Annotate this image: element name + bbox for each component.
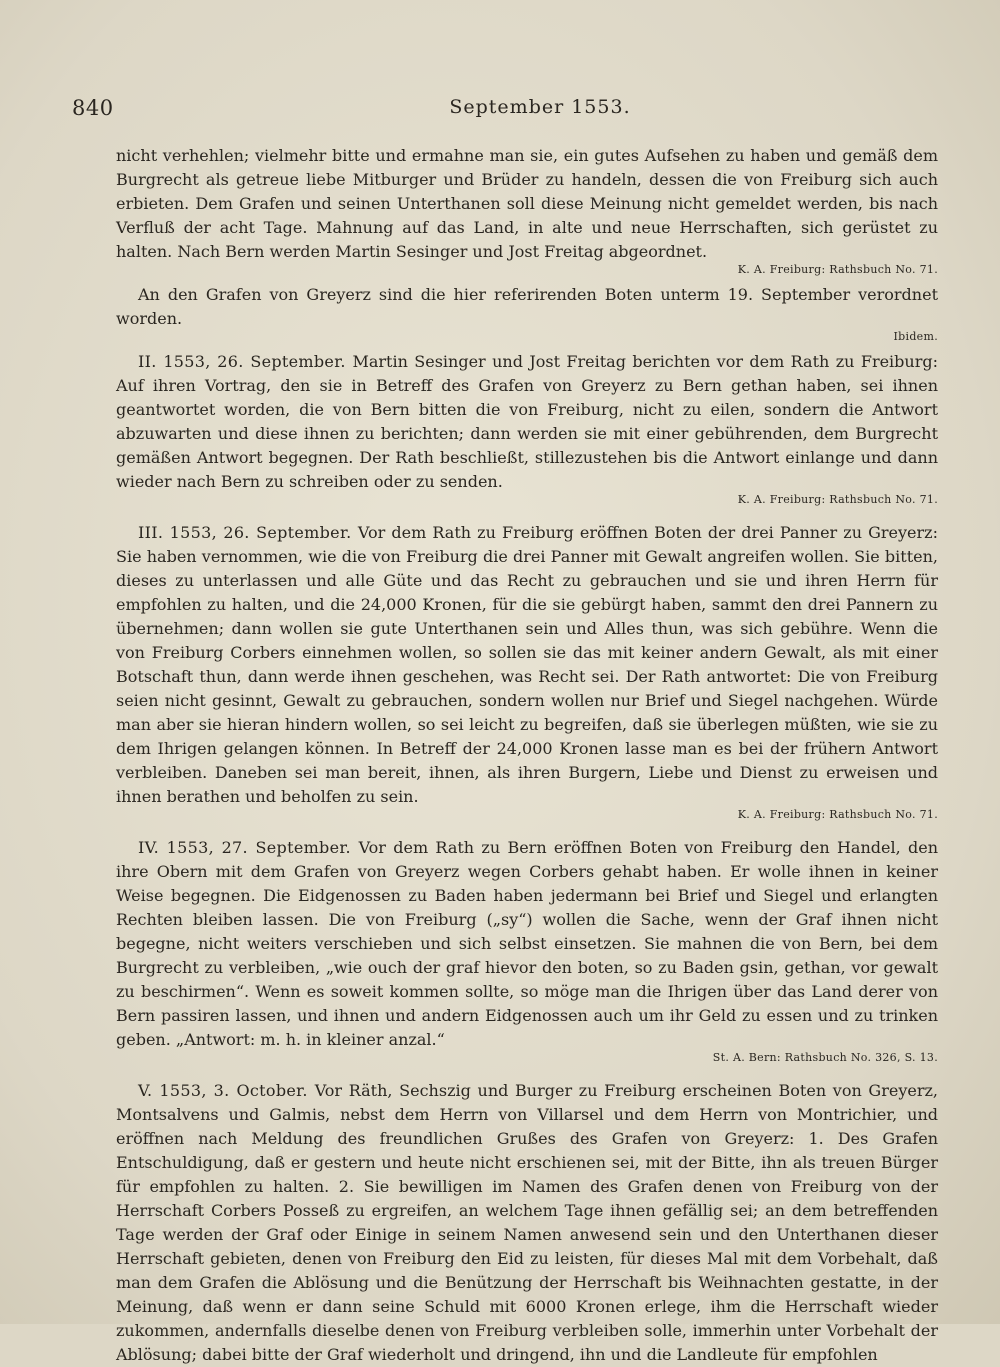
- source-citation: K. A. Freiburg: Rathsbuch No. 71.: [737, 263, 938, 276]
- entry-heading: V. 1553, 3. October.: [138, 1081, 315, 1100]
- paragraph-continuation: [116, 144, 938, 264]
- entry-iii: [116, 521, 938, 809]
- entry-iv: [116, 836, 938, 1052]
- entry-heading: III. 1553, 26. September.: [138, 523, 358, 542]
- source-citation: Ibidem.: [893, 330, 938, 343]
- page-number: 840: [72, 96, 114, 120]
- source-citation: K. A. Freiburg: Rathsbuch No. 71.: [737, 808, 938, 821]
- source-citation: St. A. Bern: Rathsbuch No. 326, S. 13.: [712, 1051, 938, 1064]
- entry-text: Vor Räth, Sechszig und Burger zu Freiburg erscheinen Boten von Greyerz, Montsalvens und Galmis, nebst dem Herrn von Villarsel und dem Herrn von Montrichier, und eröffnen nach Meldung des freundlichen Grußes des Grafen von Greyerz: 1. Des Grafen Entschuldigung, daß er gestern und heute nicht erschienen sei, mit der Bitte, ihn als treuen Bürger für empfohlen zu halten. 2. Sie bewilligen im Namen des Grafen denen von Freiburg von der Herrschaft Corbers Posseß zu ergreifen, an welchem Tage ihnen gefällig sei; an dem betreffenden Tage werden der Graf oder Einige in seinem Namen anwesend sein und den Unterthanen dieser Herrschaft gebieten, denen von Freiburg den Eid zu leisten, für dieses Mal mit dem Vorbehalt, daß man dem Grafen die Ablösung und die Benützung der Herrschaft bis Weihnachten gestatte, in der Meinung, daß wenn er dann seine Schuld mit 6000 Kronen erlege, ihm die Herrschaft wieder zukommen, andernfalls dieselbe denen von Freiburg verbleiben solle, immerhin unter Vorbehalt der Ablösung; dabei bitte der Graf wiederholt und dringend, ihn und die Landleute für empfohlen: [116, 1081, 938, 1364]
- entry-heading: IV. 1553, 27. September.: [138, 838, 359, 857]
- paragraph-note: [116, 283, 938, 331]
- page-header: [72, 96, 932, 130]
- running-title: September 1553.: [449, 96, 631, 118]
- entry-text: Martin Sesinger und Jost Freitag berichten vor dem Rath zu Freiburg: Auf ihren Vortrag, den sie in Betreff des Grafen von Greyerz zu Bern gethan haben, sei ihnen geantwortet worden, die von Bern bitten die von Freiburg, nicht zu eilen, sondern die Antwort abzuwarten und diese ihnen zu berichten; dann werden sie mit einer gebührenden, dem Burgrecht gemäßen Antwort begegnen. Der Rath beschließt, stillezustehen bis die Antwort einlange und dann wieder nach Bern zu schreiben oder zu senden.: [116, 352, 939, 491]
- entry-text: Vor dem Rath zu Freiburg eröffnen Boten der drei Panner zu Greyerz: Sie haben vernommen, wie die von Freiburg die drei Panner mit Gewalt angreifen wollen. Sie bitten, dieses zu unterlassen und alle Güte und das Recht zu gebrauchen und sie und ihren Herrn für empfohlen zu halten, und die 24,000 Kronen, für die sie gebürgt haben, sammt den drei Pannern zu übernehmen; dann wollen sie gute Unterthanen sein und Alles thun, was sich gebühre. Wenn die von Freiburg Corbers einnehmen wollen, so sollen sie das mit keiner andern Gewalt, als mit einer Botschaft thun, dann werde ihnen geschehen, was Recht sei. Der Rath antwortet: Die von Freiburg seien nicht gesinnt, Gewalt zu gebrauchen, sondern wollen nur Brief und Siegel nachgehen. Würde man aber sie hieran hindern wollen, so sei leicht zu begreifen, daß sie überlegen müßten, wie sie zu dem Ihrigen gelangen können. In Betreff der 24,000 Kronen lasse man es bei der frühern Antwort verbleiben. Daneben sei man bereit, ihnen, als ihren Burgern, Liebe und Dienst zu erweisen und ihnen berathen und beholfen zu sein.: [116, 523, 938, 806]
- entry-heading: II. 1553, 26. September.: [138, 352, 353, 371]
- page-body: [116, 144, 938, 1367]
- entry-text: Vor dem Rath zu Bern eröffnen Boten von Freiburg den Handel, den ihre Obern mit dem Grafen von Greyerz wegen Corbers gehabt haben. Er wolle ihnen in keiner Weise begegnen. Die Eidgenossen zu Baden haben jedermann bei Brief und Siegel und erlangten Rechten bleiben lassen. Die von Freiburg („sy“) wollen die Sache, wenn der Graf ihnen nicht begegne, nicht weiters verschieben und sich selbst einsetzen. Sie mahnen die von Bern, bei dem Burgrecht zu verbleiben, „wie ouch der graf hievor den boten, so zu Baden gsin, gethan, vor gewalt zu beschirmen“. Wenn es soweit kommen sollte, so möge man die Ihrigen über das Land derer von Bern passiren lassen, und ihnen und andern Eidgenossen auch um ihr Geld zu essen und zu trinken geben. „Antwort: m. h. in kleiner anzal.“: [116, 838, 939, 1049]
- paragraph-text: nicht verhehlen; vielmehr bitte und ermahne man sie, ein gutes Aufsehen zu haben und gemäß dem Burgrecht als getreue liebe Mitburger und Brüder zu handeln, dessen die von Freiburg sich auch erbieten. Dem Grafen und seinen Unterthanen soll diese Meinung nicht gemeldet werden, bis nach Verfluß der acht Tage. Mahnung auf das Land, in alte und neue Herrschaften, sich gerüstet zu halten. Nach Bern werden Martin Sesinger und Jost Freitag abgeordnet.: [116, 146, 938, 261]
- source-citation: K. A. Freiburg: Rathsbuch No. 71.: [737, 493, 938, 506]
- paragraph-text: An den Grafen von Greyerz sind die hier referirenden Boten unterm 19. September verordnet worden.: [116, 285, 938, 328]
- entry-ii: [116, 350, 938, 494]
